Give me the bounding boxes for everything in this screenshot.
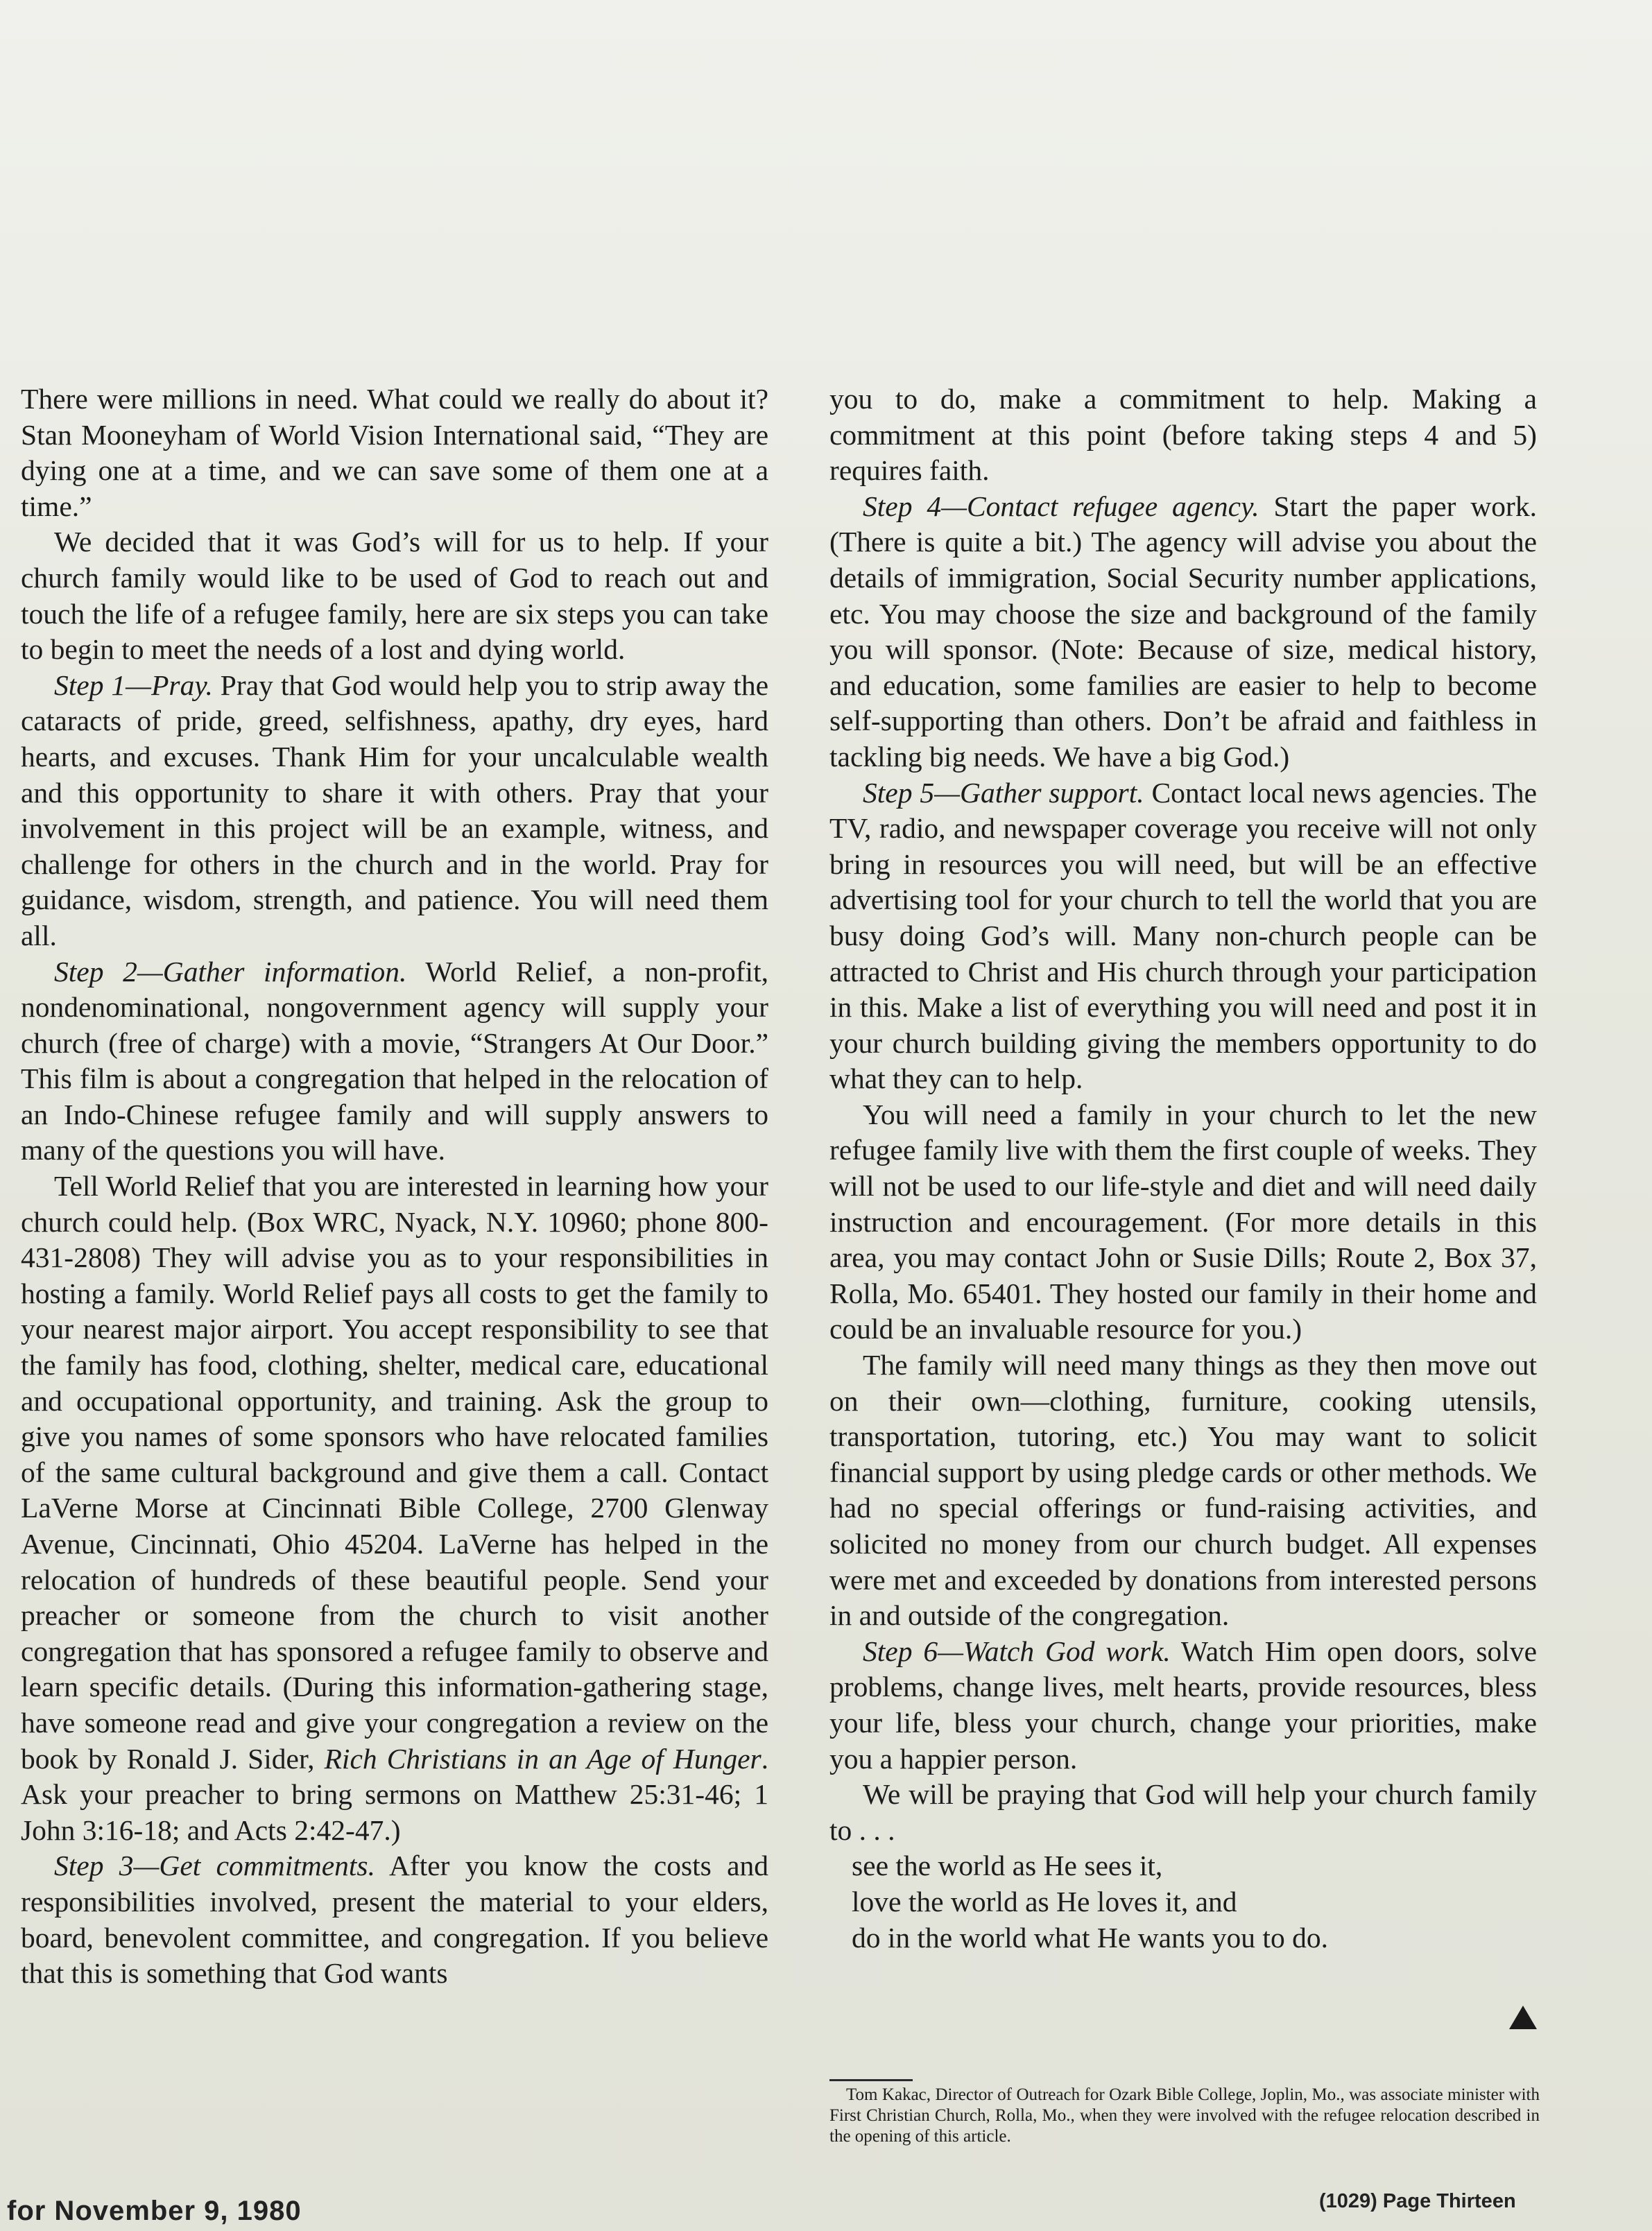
paragraph-continued: you to do, make a commitment to help. Making a commitment at this point (before taking steps 4 and 5) requires faith.	[829, 383, 1537, 487]
verse-line-2: love the world as He loves it, and	[852, 1885, 1237, 1918]
world-relief-text-end: . Ask your preacher to bring sermons on Matthew 25:31-46; 1 John 3:16-18; and Acts 2:42-47.)	[21, 1742, 769, 1846]
paragraph-praying: We will be praying that God will help your church family to . . .	[829, 1778, 1537, 1846]
paragraph-step-5	[829, 775, 1537, 1097]
step-3-heading: Step 3—Get commitments.	[54, 1850, 375, 1882]
step-6-heading: Step 6—Watch God work.	[863, 1635, 1171, 1667]
paragraph-decision: We decided that it was God’s will for us to help. If your church family would like to be used of God to reach out and touch the life of a refugee family, here are six steps you can take to begin to meet the needs of a lost and dying world.	[21, 526, 768, 666]
paragraph-step-1	[21, 668, 768, 954]
step-6-text: Watch Him open doors, solve problems, change lives, melt hearts, provide resources, bless your life, bless your church, change your priorities, make you a happier person.	[829, 1635, 1537, 1775]
paragraph-step-3	[21, 1848, 768, 1991]
footnote-rule	[829, 2079, 913, 2081]
step-1-heading: Step 1—Pray.	[54, 669, 213, 701]
verse-line-3: do in the world what He wants you to do.	[852, 1921, 1328, 1954]
paragraph-step-2	[21, 954, 768, 1169]
paragraph-step-6	[829, 1634, 1537, 1777]
step-1-text: Pray that God would help you to strip away the cataracts of pride, greed, selfishness, apathy, dry eyes, hard hearts, and excuses. Thank Him for your uncalculable wealth and this opportunity to share it with others. Pray that your involvement in this project will be an example, witness, and challenge for others in the church and in the world. Pray for guidance, wisdom, strength, and patience. You will need them all.	[21, 669, 768, 951]
paragraph-intro: There were millions in need. What could we really do about it? Stan Mooneyham of World Vision International said, “They are dying one at a time, and we can save some of them one at a time.”	[21, 383, 768, 522]
paragraph-host-family: You will need a family in your church to let the new refugee family live with them the first couple of weeks. They will not be used to our life-style and diet and will need daily instruction and encouragement. (For more details in this area, you may contact John or Susie Dills; Route 2, Box 37, Rolla, Mo. 65401. They hosted our family in their home and could be an invaluable resource for you.)	[829, 1098, 1537, 1345]
right-column	[829, 381, 1537, 1956]
footer-page-number: (1029) Page Thirteen	[1319, 2190, 1516, 2212]
step-4-heading: Step 4—Contact refugee agency.	[863, 490, 1259, 522]
step-2-text: World Relief, a non-profit, nondenominational, nongovernment agency will supply your church (free of charge) with a movie, “Strangers At Our Door.” This film is about a congregation that helped in the relocation of an Indo-Chinese refugee family and will supply answers to many of the questions you will have.	[21, 955, 768, 1166]
book-title: Rich Christians in an Age of Hunger	[324, 1742, 762, 1775]
world-relief-text: Tell World Relief that you are interested in learning how your church could help. (Box WRC, Nyack, N.Y. 10960; phone 800-431-2808) They will advise you as to your responsibilities in hosting a family. World Relief pays all costs to get the family to your nearest major airport. You accept responsibility to see that the family has food, clothing, shelter, medical care, educational and occupational opportunity, and training. Ask the group to give you names of some sponsors who have relocated families of the same cultural background and give them a call. Contact LaVerne Morse at Cincinnati Bible College, 2700 Glenway Avenue, Cincinnati, Ohio 45204. LaVerne has helped in the relocation of hundreds of these beautiful people. Send your preacher or someone from the church to visit another congregation that has sponsored a refugee family to observe and learn specific details. (During this information-gathering stage, have someone read and give your congregation a review on the book by Ronald J. Sider,	[21, 1170, 768, 1775]
step-5-heading: Step 5—Gather support.	[863, 776, 1144, 809]
end-triangle-icon	[1509, 2006, 1537, 2029]
paragraph-needs: The family will need many things as they then move out on their own—clothing, furniture, cooking utensils, transportation, tutoring, etc.) You may want to solicit financial support by using pledge cards or other methods. We had no special offerings or fund-raising activities, and solicited no money from our church budget. All expenses were met and exceeded by donations from interested persons in and outside of the congregation.	[829, 1349, 1537, 1632]
step-3-text: After you know the costs and responsibilities involved, present the material to your elders, board, benevolent committee, and congregation. If you believe that this is something that God wants	[21, 1850, 768, 1990]
verse-line-1: see the world as He sees it,	[852, 1850, 1163, 1882]
paragraph-world-relief	[21, 1169, 768, 1848]
left-column	[21, 381, 768, 1992]
step-2-heading: Step 2—Gather information.	[54, 955, 407, 988]
paragraph-step-4	[829, 489, 1537, 775]
author-note: Tom Kakac, Director of Outreach for Ozark Bible College, Joplin, Mo., was associate minister with First Christian Church, Rolla, Mo., when they were involved with the refugee relocation described in the opening of this article.	[829, 2085, 1540, 2146]
step-4-text: Start the paper work. (There is quite a bit.) The agency will advise you about the details of immigration, Social Security number applications, etc. You may choose the size and background of the family you will sponsor. (Note: Because of size, medical history, and education, some families are easier to help to become self-supporting than others. Don’t be afraid and faithless in tackling big needs. We have a big God.)	[829, 490, 1537, 773]
step-5-text: Contact local news agencies. The TV, radio, and newspaper coverage you receive will not only bring in resources you will need, but will be an effective advertising tool for your church to tell the world that you are busy doing God’s will. Many non-church people can be attracted to Christ and His church through your participation in this. Make a list of everything you will need and post it in your church building giving the members opportunity to do what they can to help.	[829, 776, 1538, 1095]
footer-issue-date: for November 9, 1980	[7, 2196, 302, 2226]
